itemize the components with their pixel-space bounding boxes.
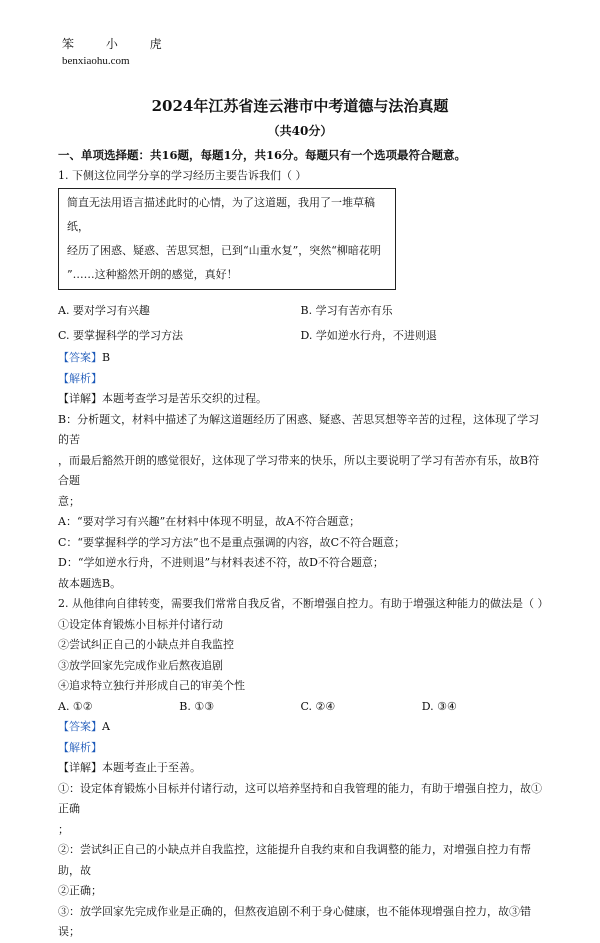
explanation-line: D：“学如逆水行舟，不进则退”与材料表述不符，故D不符合题意； bbox=[58, 556, 384, 569]
answer-value: B bbox=[102, 351, 111, 364]
brand-name: 笨 小 虎 bbox=[62, 37, 176, 51]
option-a: A. ①② bbox=[58, 699, 93, 713]
section-heading: 一、单项选择题：共16题，每题1分，共16分。每题只有一个选项最符合题意。 bbox=[58, 148, 467, 162]
detail-line bbox=[58, 758, 543, 779]
detail-intro: 本题考查学习是苦乐交织的过程。 bbox=[102, 392, 267, 405]
detail-intro: 本题考查止于至善。 bbox=[102, 761, 201, 774]
question-1-stem: 1. 下侧这位同学分享的学习经历主要告诉我们（ ） bbox=[58, 168, 307, 182]
statement-item: ①设定体育锻炼小目标并付诸行动 bbox=[58, 617, 223, 631]
option-c: C. 要掌握科学的学习方法 bbox=[58, 329, 184, 342]
explanation-line: ③：放学回家先完成作业是正确的，但熬夜追剧不利于身心健康，也不能体现增强自控力，故③错误； bbox=[58, 904, 531, 938]
document-subtitle: （共40分） bbox=[267, 124, 333, 138]
brand-header bbox=[62, 36, 176, 68]
question-2-stem: 2. 从他律向自律转变，需要我们常常自我反省，不断增强自控力。有助于增强这种能力的做法是（ ） bbox=[58, 597, 549, 610]
explanation-line: ②正确； bbox=[58, 884, 102, 897]
explanation-line: ，而最后豁然开朗的感觉很好，这体现了学习带来的快乐，所以主要说明了学习有苦亦有乐，故B符合题 bbox=[58, 453, 540, 487]
statement-item: ④追求特立独行并形成自己的审美个性 bbox=[58, 679, 245, 692]
detail-tag: 【详解】 bbox=[58, 761, 102, 774]
material-line: 简直无法用语言描述此时的心情，为了这道题，我用了一堆草稿纸， bbox=[67, 196, 375, 233]
explanation-line: ； bbox=[58, 822, 69, 836]
answer-tag: 【答案】 bbox=[58, 351, 102, 364]
option-d: D. ③④ bbox=[421, 699, 457, 713]
explanation-line: C：“要掌握科学的学习方法”也不是重点强调的内容，故C不符合题意； bbox=[58, 535, 406, 549]
material-line: 经历了困惑、疑惑、苦思冥想，已到“山重水复”，突然“柳暗花明 bbox=[67, 244, 381, 257]
question-1 bbox=[58, 166, 543, 595]
explanation-line: A：“要对学习有兴趣”在材料中体现不明显，故A不符合题意； bbox=[58, 515, 361, 528]
question-2 bbox=[58, 594, 549, 943]
question-2-options bbox=[58, 697, 543, 718]
analysis-tag: 【解析】 bbox=[58, 740, 102, 754]
brand-site: benxiaohu.com bbox=[62, 55, 130, 67]
option-a: A. 要对学习有兴趣 bbox=[58, 304, 150, 317]
question-1-material-box bbox=[58, 188, 396, 290]
explanation-line: ①：设定体育锻炼小目标并付诸行动，这可以培养坚持和自我管理的能力，有助于增强自控力，故①正确 bbox=[58, 781, 542, 815]
material-line: ”……这种豁然开朗的感觉，真好！ bbox=[67, 268, 238, 281]
answer-line bbox=[58, 348, 543, 369]
document-body bbox=[58, 145, 549, 943]
question-1-options bbox=[58, 298, 543, 348]
explanation-line: B：分析题文，材料中描述了为解这道题经历了困惑、疑惑、苦思冥想等辛苦的过程，这体现了学习的苦 bbox=[58, 412, 540, 446]
option-b: B. 学习有苦亦有乐 bbox=[300, 304, 393, 317]
statement-item: ②尝试纠正自己的小缺点并自我监控 bbox=[58, 638, 234, 651]
option-c: C. ②④ bbox=[300, 699, 336, 713]
answer-line bbox=[58, 717, 543, 738]
document-title: 2024年江苏省连云港市中考道德与法治真题 bbox=[151, 97, 449, 115]
answer-value: A bbox=[102, 720, 110, 733]
analysis-tag: 【解析】 bbox=[58, 371, 102, 385]
detail-tag: 【详解】 bbox=[58, 392, 102, 405]
option-b: B. ①③ bbox=[179, 699, 215, 713]
detail-line bbox=[58, 389, 543, 410]
statement-item: ③放学回家先完成作业后熬夜追剧 bbox=[58, 658, 223, 672]
explanation-line: ②：尝试纠正自己的小缺点并自我监控，这能提升自我约束和自我调整的能力，对增强自控力有帮助，故 bbox=[58, 843, 531, 877]
explanation-line: 意； bbox=[58, 494, 80, 508]
explanation-line: 故本题选B。 bbox=[58, 576, 122, 590]
answer-tag: 【答案】 bbox=[58, 720, 102, 733]
option-d: D. 学如逆水行舟，不进则退 bbox=[300, 329, 437, 342]
